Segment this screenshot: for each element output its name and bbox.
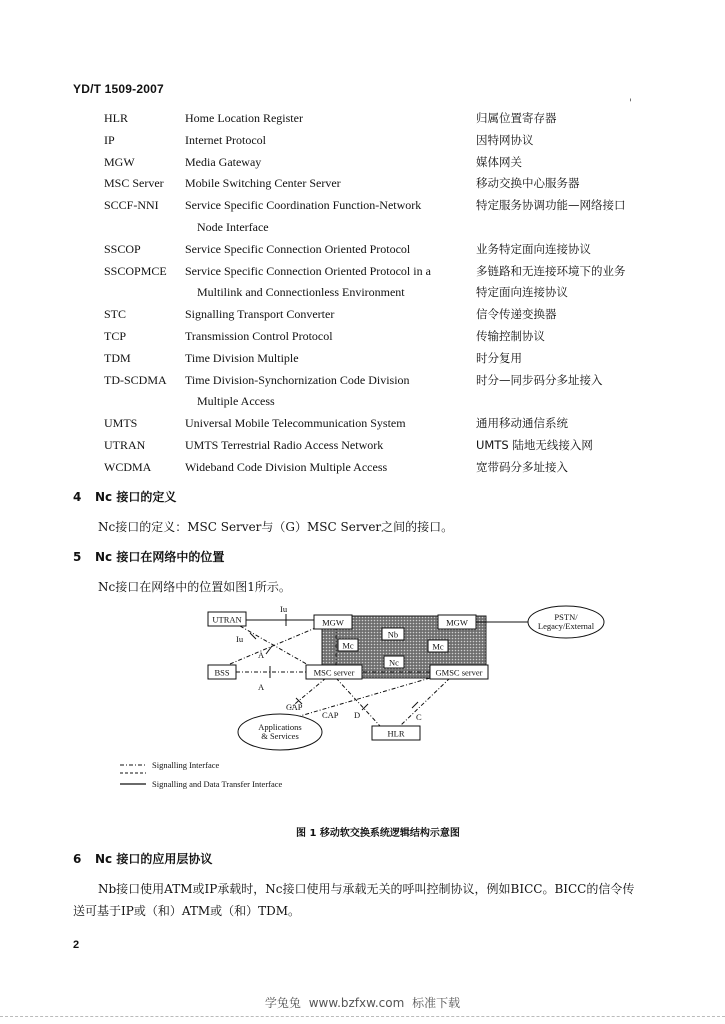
abbreviation-chinese: UMTS 陆地无线接入网 bbox=[476, 437, 593, 452]
abbreviation-term: IP bbox=[104, 132, 115, 147]
abbreviation-english bbox=[185, 195, 465, 239]
abbreviation-english bbox=[185, 457, 465, 479]
pstn-label-1: PSTN/ bbox=[554, 612, 578, 622]
english-line: Internet Protocol bbox=[185, 132, 266, 147]
english-line: Transmission Control Protocol bbox=[185, 328, 333, 343]
c-label: C bbox=[416, 712, 422, 722]
abbreviation-english bbox=[185, 370, 465, 414]
english-line: Signalling Transport Converter bbox=[185, 307, 335, 322]
english-line: Multiple Access bbox=[197, 394, 275, 409]
section-6-heading: 6 Nc 接口的应用层协议 bbox=[73, 852, 213, 866]
abbreviation-english bbox=[185, 435, 465, 457]
abbreviation-row bbox=[104, 261, 664, 305]
page-mark: ' bbox=[629, 98, 632, 109]
abbreviation-chinese: 媒体网关 bbox=[476, 154, 522, 169]
standard-id: YD/T 1509-2007 bbox=[73, 82, 164, 96]
abbreviation-english bbox=[185, 130, 465, 152]
footer-divider bbox=[0, 1016, 725, 1017]
abbreviation-english bbox=[185, 108, 465, 130]
mgw-right-label: MGW bbox=[446, 617, 468, 628]
page-number: 2 bbox=[73, 939, 80, 951]
abbreviation-chinese: 通用移动通信系统 bbox=[476, 416, 568, 431]
abbreviation-row bbox=[104, 413, 664, 435]
abbreviation-row bbox=[104, 152, 664, 174]
abbreviation-term: UMTS bbox=[104, 416, 138, 431]
line-gmsc-apps bbox=[300, 678, 430, 716]
abbreviation-english bbox=[185, 261, 465, 305]
abbreviation-row bbox=[104, 326, 664, 348]
abbreviation-term: MSC Server bbox=[104, 176, 164, 191]
msc-server-label: MSC server bbox=[313, 667, 355, 678]
figure-caption: 图 1 移动软交换系统逻辑结构示意图 bbox=[296, 828, 460, 839]
abbreviation-chinese: 业务特定面向连接协议 bbox=[476, 241, 591, 256]
english-line: Time Division Multiple bbox=[185, 350, 299, 365]
abbreviation-chinese: 时分复用 bbox=[476, 350, 522, 365]
abbreviation-row bbox=[104, 370, 664, 414]
abbreviation-row bbox=[104, 304, 664, 326]
footer-watermark: 学兔兔 www.bzfxw.com 标准下载 bbox=[264, 996, 461, 1010]
english-line: Universal Mobile Telecommunication System bbox=[185, 416, 406, 431]
abbreviation-term: WCDMA bbox=[104, 459, 152, 474]
iu-top-label: Iu bbox=[280, 604, 288, 614]
cap-label-1: CAP bbox=[286, 702, 303, 712]
cap-label-2: CAP bbox=[322, 710, 339, 720]
abbreviation-row bbox=[104, 108, 664, 130]
legend-signalling: Signalling Interface bbox=[152, 760, 220, 770]
abbreviation-english bbox=[185, 304, 465, 326]
abbreviation-chinese: 移动交换中心服务器 bbox=[476, 176, 580, 191]
english-line: Service Specific Connection Oriented Protocol bbox=[185, 241, 411, 256]
nb-label: Nb bbox=[387, 629, 399, 640]
hlr-label: HLR bbox=[387, 728, 405, 739]
abbreviation-english bbox=[185, 348, 465, 370]
abbreviation-row bbox=[104, 130, 664, 152]
abbreviation-english bbox=[185, 326, 465, 348]
abbreviation-row bbox=[104, 457, 664, 479]
abbreviation-chinese: 时分—同步码分多址接入 bbox=[476, 372, 603, 387]
line-bss-mgw bbox=[230, 626, 320, 664]
abbreviation-english bbox=[185, 413, 465, 435]
abbreviation-table bbox=[104, 108, 664, 479]
abbreviation-chinese: 特定服务协调功能—网络接口 bbox=[476, 198, 626, 213]
english-line: Node Interface bbox=[197, 219, 269, 234]
network-diagram bbox=[100, 598, 620, 796]
abbreviation-chinese: 宽带码分多址接入 bbox=[476, 459, 568, 474]
english-line: Media Gateway bbox=[185, 154, 262, 169]
apps-label-2: & Services bbox=[261, 731, 299, 741]
apps-label-1: Applications bbox=[258, 722, 302, 732]
section-6-body-line1: Nb接口使用ATM或IP承载时，Nc接口使用与承载无关的呼叫控制协议，例如BICC。BICC的信令传 bbox=[98, 882, 635, 896]
gmsc-server-label: GMSC server bbox=[435, 667, 483, 678]
english-line: Home Location Register bbox=[185, 111, 303, 125]
abbreviation-term: TD-SCDMA bbox=[104, 372, 167, 387]
english-line: UMTS Terrestrial Radio Access Network bbox=[185, 437, 384, 452]
abbreviation-row bbox=[104, 435, 664, 457]
abbreviation-term: SSCOP bbox=[104, 241, 141, 256]
abbreviation-english bbox=[185, 173, 465, 195]
english-line: Mobile Switching Center Server bbox=[185, 176, 341, 191]
abbreviation-chinese: 归属位置寄存器 bbox=[476, 111, 557, 125]
section-4-heading: 4 Nc 接口的定义 bbox=[73, 490, 177, 504]
abbreviation-term: STC bbox=[104, 307, 127, 322]
iu-left-label: Iu bbox=[236, 634, 244, 644]
line-utran-msc bbox=[240, 626, 310, 666]
abbreviation-chinese: 因特网协议 bbox=[476, 132, 534, 147]
english-line: Wideband Code Division Multiple Access bbox=[185, 459, 388, 474]
abbreviation-term: SCCF-NNI bbox=[104, 198, 159, 213]
line-gmsc-hlr bbox=[400, 678, 450, 726]
abbreviation-term: TDM bbox=[104, 350, 131, 365]
abbreviation-term: TCP bbox=[104, 328, 127, 343]
abbreviation-term: SSCOPMCE bbox=[104, 263, 167, 278]
abbreviation-term: HLR bbox=[104, 111, 128, 125]
section-6-body-line2: 送可基于IP或（和）ATM或（和）TDM。 bbox=[73, 904, 301, 918]
english-line: Service Specific Coordination Function-Network bbox=[185, 198, 422, 213]
section-5-heading: 5 Nc 接口在网络中的位置 bbox=[73, 550, 225, 564]
english-line: Service Specific Connection Oriented Protocol in a bbox=[185, 263, 431, 278]
english-line: Multilink and Connectionless Environment bbox=[197, 285, 405, 300]
abbreviation-chinese: 传输控制协议 bbox=[476, 328, 545, 343]
abbreviation-row bbox=[104, 239, 664, 261]
section-5-body: Nc接口在网络中的位置如图1所示。 bbox=[98, 580, 291, 594]
abbreviation-term: UTRAN bbox=[104, 437, 146, 452]
nc-label: Nc bbox=[389, 657, 399, 668]
abbreviation-term: MGW bbox=[104, 154, 135, 169]
legend-signalling-data: Signalling and Data Transfer Interface bbox=[152, 779, 283, 789]
abbreviation-row bbox=[104, 173, 664, 195]
abbreviation-chinese: 多链路和无连接环境下的业务 bbox=[476, 263, 626, 278]
mc-right-label: Mc bbox=[432, 641, 444, 652]
english-line: Time Division-Synchornization Code Division bbox=[185, 372, 410, 387]
abbreviation-chinese-cont: 特定面向连接协议 bbox=[476, 285, 568, 300]
bss-label: BSS bbox=[214, 667, 230, 678]
abbreviation-chinese: 信令传递变换器 bbox=[476, 307, 557, 322]
d-label: D bbox=[354, 710, 361, 720]
mc-left-label: Mc bbox=[342, 640, 354, 651]
mgw-left-label: MGW bbox=[322, 617, 344, 628]
abbreviation-english bbox=[185, 239, 465, 261]
abbreviation-row bbox=[104, 348, 664, 370]
abbreviation-row bbox=[104, 195, 664, 239]
section-4-body: Nc接口的定义：MSC Server与（G）MSC Server之间的接口。 bbox=[98, 520, 454, 534]
a-label-1: A bbox=[258, 650, 265, 660]
utran-label: UTRAN bbox=[212, 614, 242, 625]
pstn-label-2: Legacy/External bbox=[537, 621, 595, 631]
abbreviation-english bbox=[185, 152, 465, 174]
a-label-2: A bbox=[258, 682, 265, 692]
